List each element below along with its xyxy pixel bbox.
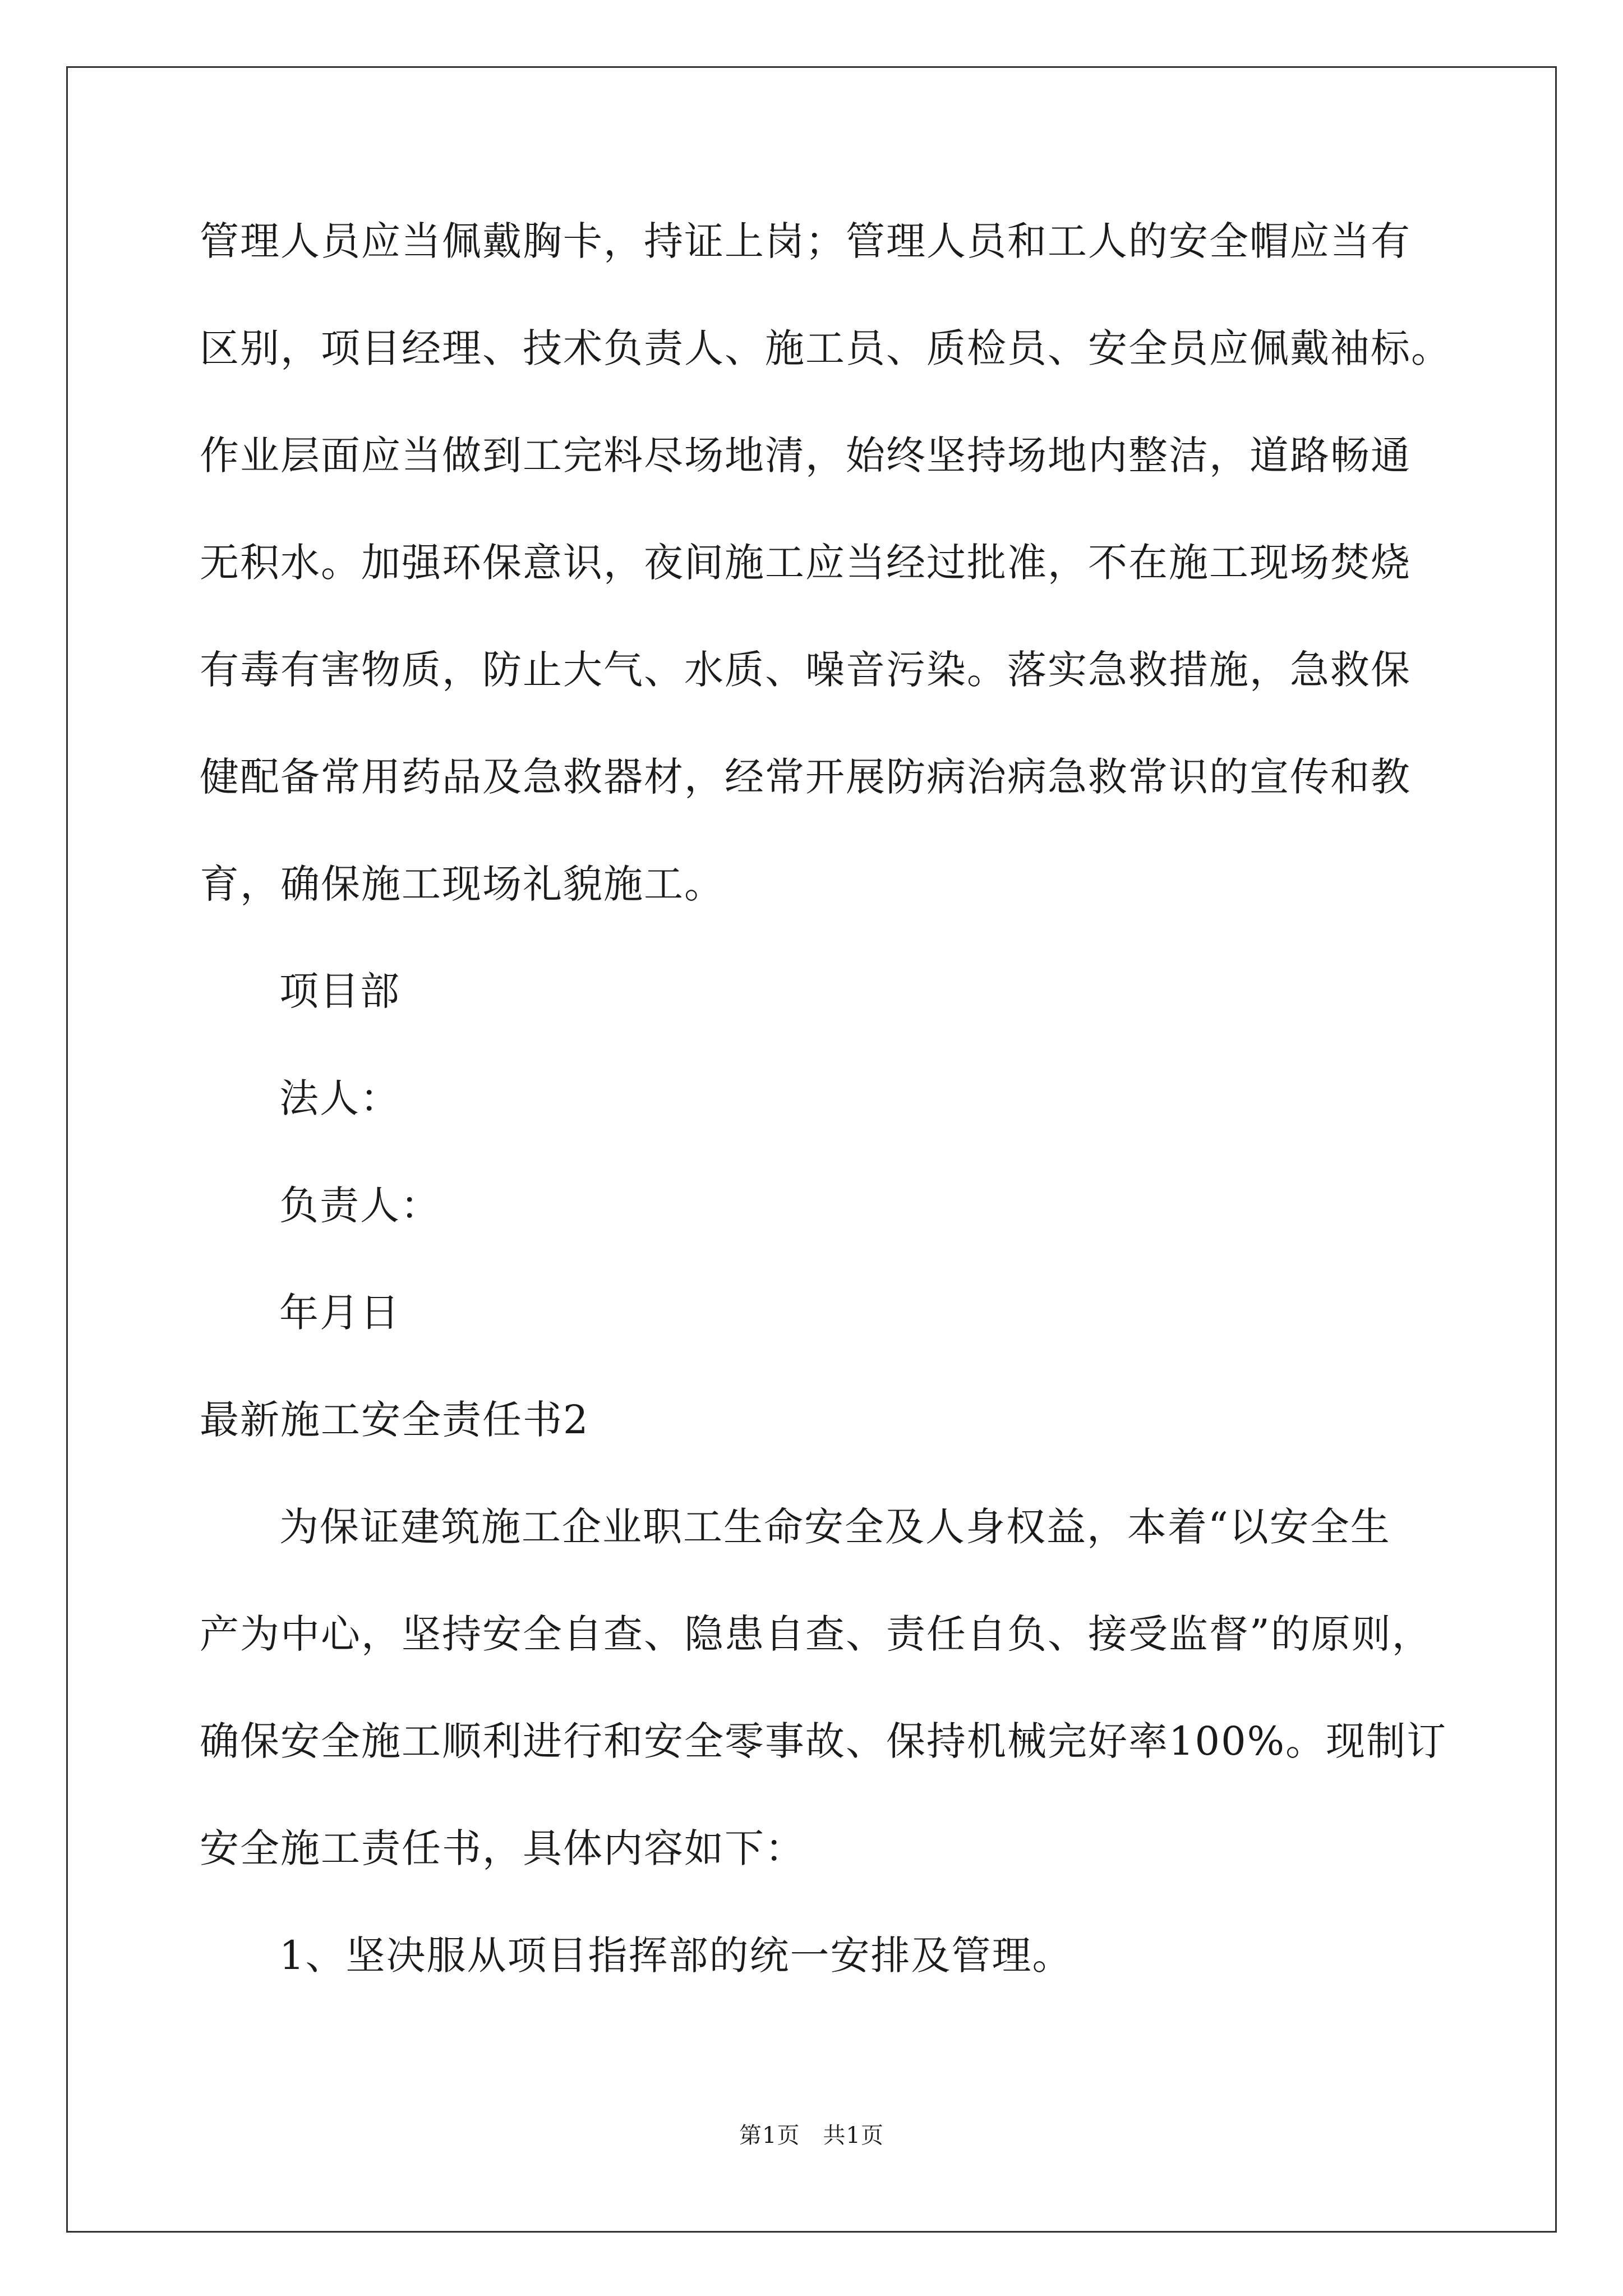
section-heading: 最新施工安全责任书2 — [200, 1397, 589, 1443]
text-line: 健配备常用药品及急救器材，经常开展防病治病急救常识的宣传和教 — [200, 754, 1411, 800]
list-item: 1、坚决服从项目指挥部的统一安排及管理。 — [279, 1932, 1073, 1978]
text-line: 育，确保施工现场礼貌施工。 — [200, 861, 725, 907]
text-line: 安全施工责任书，具体内容如下： — [200, 1825, 805, 1871]
signature-label-responsible-person: 负责人： — [279, 1182, 441, 1228]
text-line: 有毒有害物质，防止大气、水质、噪音污染。落实急救措施，急救保 — [200, 647, 1411, 693]
page-frame — [66, 66, 1557, 2233]
text-line: 确保安全施工顺利进行和安全零事故、保持机械完好率100%。现制订 — [200, 1718, 1447, 1764]
text-line: 无积水。加强环保意识，夜间施工应当经过批准，不在施工现场焚烧 — [200, 540, 1411, 586]
signature-label-legal-person: 法人： — [279, 1075, 400, 1121]
text-line: 区别，项目经理、技术负责人、施工员、质检员、安全员应佩戴袖标。 — [200, 325, 1451, 371]
page-footer: 第1页 共1页 — [739, 2123, 884, 2148]
text-line: 产为中心，坚持安全自查、隐患自查、责任自负、接受监督”的原则， — [200, 1611, 1432, 1657]
text-line: 管理人员应当佩戴胸卡，持证上岗；管理人员和工人的安全帽应当有 — [200, 218, 1411, 264]
signature-label-date: 年月日 — [279, 1290, 400, 1336]
text-line: 作业层面应当做到工完料尽场地清，始终坚持场地内整洁，道路畅通 — [200, 432, 1411, 478]
text-line: 为保证建筑施工企业职工生命安全及人身权益，本着“以安全生 — [279, 1504, 1391, 1550]
signature-label-project-dept: 项目部 — [279, 968, 400, 1014]
